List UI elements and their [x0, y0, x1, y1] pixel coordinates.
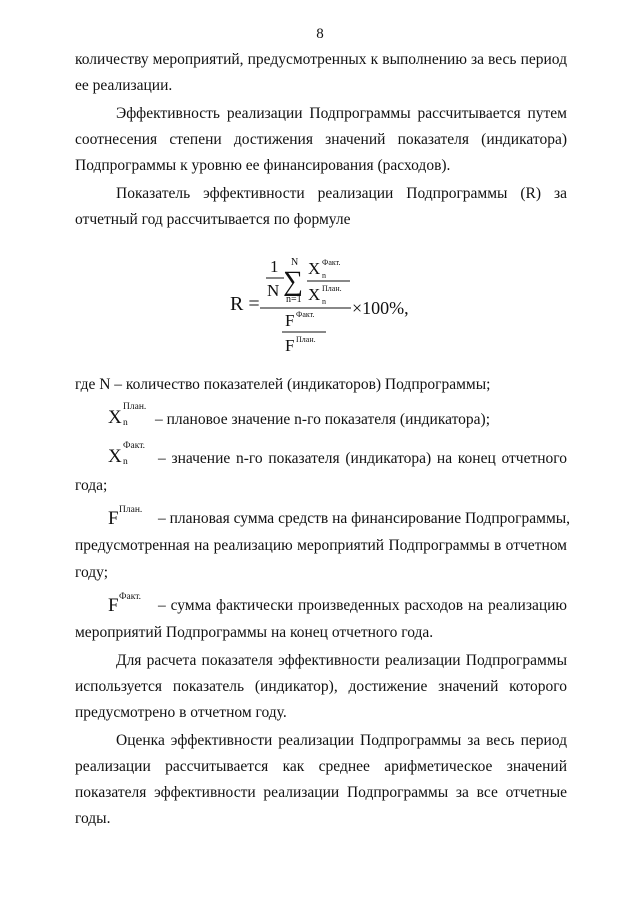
formula-lhs: R = — [230, 293, 260, 315]
para5-line4: годы. — [75, 810, 111, 827]
def-x-plan-symbol: X План. n — [108, 402, 147, 428]
formula-N: N — [267, 281, 280, 300]
sum-lower-limit: n=1 — [286, 294, 302, 305]
formula-x-den-sub: n — [322, 297, 326, 306]
def-x-fact-text: – значение n-го показателя (индикатора) на конец отчетного — [158, 450, 567, 467]
formula-f-den: F — [285, 336, 295, 355]
where-n-line: где N – количество показателей (индикаторов) Подпрограммы; — [75, 376, 491, 393]
formula-times-100: ×100%, — [352, 298, 409, 318]
para2-line2: соотнесения степени достижения значений показателя (индикатора) — [75, 131, 567, 148]
def-x-fact-cont: года; — [75, 477, 108, 494]
para1-line1: количеству мероприятий, предусмотренных к выполнению за весь период — [75, 51, 567, 68]
def-f-fact-symbol: F Факт. — [108, 592, 142, 616]
formula-x-num: X — [308, 259, 321, 278]
formula-x-den-sup: План. — [322, 284, 342, 293]
para2-line1: Эффективность реализации Подпрограммы рассчитывается путем — [116, 105, 567, 122]
formula-f-num: F — [285, 311, 295, 330]
para3-line2: отчетный год рассчитывается по формуле — [75, 211, 351, 228]
def-f-fact-text: – сумма фактически произведенных расходов на реализацию — [158, 597, 567, 614]
formula-f-den-sup: План. — [296, 335, 316, 344]
def-f-plan-text: – плановая сумма средств на финансирование Подпрограммы, — [158, 510, 571, 527]
para4-line2: используется показатель (индикатор), достижение значений которого — [75, 678, 567, 695]
para3-line1: Показатель эффективности реализации Подпрограммы (R) за — [116, 185, 567, 202]
para2-line3: Подпрограммы к уровню ее финансирования (расходов). — [75, 157, 451, 174]
formula-f-num-sup: Факт. — [296, 310, 315, 319]
efficiency-formula — [230, 252, 430, 362]
def-f-plan-symbol: F План. — [108, 505, 143, 529]
def-x-plan-text: – плановое значение n-го показателя (индикатора); — [155, 411, 491, 428]
def-f-plan-cont1: предусмотренная на реализацию мероприятий Подпрограммы в отчетном — [75, 537, 567, 554]
para4-line3: предусмотрено в отчетном году. — [75, 704, 287, 721]
sum-sigma: ∑ — [283, 266, 303, 297]
para5-line1: Оценка эффективности реализации Подпрограммы за весь период — [116, 732, 567, 749]
formula-x-den: X — [308, 285, 321, 304]
para5-line3: показателя эффективности реализации Подпрограммы за все отчетные — [75, 784, 567, 801]
def-f-fact-cont: мероприятий Подпрограммы на конец отчетного года. — [75, 624, 434, 641]
def-f-plan-cont2: году; — [75, 564, 109, 581]
formula-x-num-sub: n — [322, 271, 326, 280]
formula-one: 1 — [270, 257, 279, 276]
para5-line2: реализации рассчитывается как среднее арифметическое значений — [75, 758, 567, 775]
para1-line2: ее реализации. — [75, 77, 173, 94]
sum-upper-limit: N — [291, 257, 299, 268]
para4-line1: Для расчета показателя эффективности реализации Подпрограммы — [116, 652, 567, 669]
page-number: 8 — [316, 26, 324, 42]
formula-x-num-sup: Факт. — [322, 258, 341, 267]
def-x-fact-symbol: X Факт. n — [108, 441, 146, 467]
